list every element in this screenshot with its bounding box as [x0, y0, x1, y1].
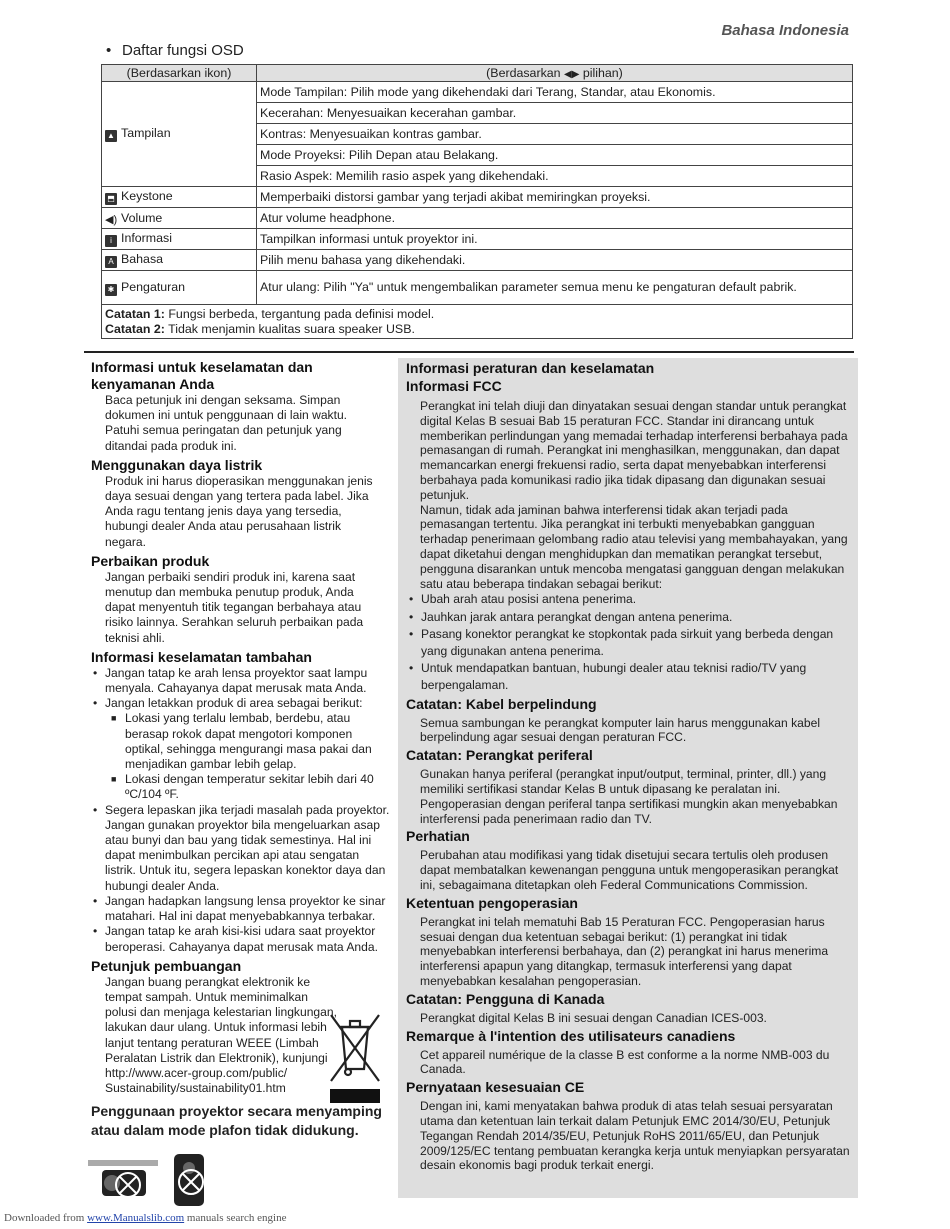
note1-text: Fungsi berbeda, tergantung pada definisi model. [168, 306, 435, 321]
sub-list-item: ■ Lokasi dengan temperatur sekitar lebih dari 40 ºC/104 ºF. [105, 772, 391, 802]
table-cell: Mode Proyeksi: Pilih Depan atau Belakang. [257, 145, 853, 166]
display-label: Tampilan [121, 126, 171, 140]
manualslib-link[interactable]: www.Manualslib.com [87, 1212, 185, 1224]
gear-icon: ✱ [105, 284, 117, 296]
table-row [102, 250, 853, 271]
french-canada-heading: Remarque à l'intention des utilisateurs canadiens [406, 1027, 736, 1044]
table-cell: Mode Tampilan: Pilih mode yang dikehendaki dari Terang, Standar, atau Ekonomis. [257, 82, 853, 103]
table-cell: Kecerahan: Menyesuaikan kecerahan gambar. [257, 103, 853, 124]
operation-text: Perangkat ini telah mematuhi Bab 15 Peraturan FCC. Pengoperasian harus sesuai dengan dua ketentuan sebagai berikut: (1) perangkat ini tidak menyebabkan interferensi berbahaya, dan (2) perangkat ini harus menerima interferensi apapun yang ditangkap, termasuk interferensi yang dapat menyebabkan kesalahan pengoperasian. [420, 914, 829, 988]
list-item: • Jangan hadapkan langsung lensa proyektor ke sinar matahari. Hal ini dapat menyebabkannya terbakar. [91, 894, 391, 924]
note2-text: Tidak menjamin kualitas suara speaker USB. [168, 321, 415, 336]
canada-heading: Catatan: Pengguna di Kanada [406, 990, 605, 1007]
list-item: • Ubah arah atau posisi antena penerima. [407, 591, 850, 608]
table-row [102, 82, 853, 103]
display-label-cell [102, 82, 257, 187]
safety-heading: Informasi untuk keselamatan dan kenyamanan Anda [91, 359, 313, 392]
canada-text: Perangkat digital Kelas B ini sesuai dengan Canadian ICES-003. [420, 1010, 767, 1025]
bullet: • [106, 42, 112, 59]
speaker-icon: ◀) [105, 213, 118, 226]
shielded-cable-heading: Catatan: Kabel berpelindung [406, 695, 597, 712]
info-label: Informasi [121, 231, 172, 245]
settings-label: Pengaturan [121, 279, 186, 294]
table-header-row [102, 65, 853, 82]
orientation-warning: Penggunaan proyektor secara menyamping atau dalam mode plafon tidak didukung. [91, 1103, 382, 1139]
column-header-selection [257, 65, 853, 82]
extra-safety-heading: Informasi keselamatan tambahan [91, 648, 312, 665]
list-item: • Segera lepaskan jika terjadi masalah pada proyektor. Jangan gunakan proyektor bila mengeluarkan asap atau bunyi dan bau yang tidak semestinya. Hal ini dapat menimbulkan percikan api atau sengatan listrik. Untuk itu, segera lepaskan konektor daya dan hubungi dealer Anda. [91, 803, 391, 894]
regulatory-heading: Informasi peraturan dan keselamatan [406, 360, 655, 376]
table-cell: Rasio Aspek: Memilih rasio aspek yang dikehendaki. [257, 166, 853, 187]
list-item: • Jangan tatap ke arah kisi-kisi udara saat proyektor beroperasi. Cahayanya dapat merusak mata Anda. [91, 924, 391, 954]
table-cell: Pilih menu bahasa yang dikehendaki. [257, 250, 853, 271]
notes-cell [102, 305, 853, 339]
sub-list [105, 711, 391, 802]
left-right-arrows-icon: ◀▶ [564, 69, 580, 80]
list-item: • Jauhkan jarak antara perangkat dengan antena penerima. [407, 609, 850, 626]
note2-label: Catatan 2: [105, 321, 165, 336]
download-footer [4, 1212, 286, 1224]
settings-label-cell [102, 271, 257, 305]
table-cell: Atur volume headphone. [257, 208, 853, 229]
notes-row [102, 305, 853, 339]
peripheral-heading: Catatan: Perangkat periferal [406, 747, 593, 764]
keystone-label: Keystone [121, 189, 173, 203]
osd-section-title [106, 42, 244, 59]
list-item-text: Jangan letakkan produk di area sebagai berikut: [105, 696, 363, 711]
ce-heading: Pernyataan kesesuaian CE [406, 1079, 585, 1096]
repair-heading: Perbaikan produk [91, 552, 210, 569]
volume-label-cell [102, 208, 257, 229]
power-text: Produk ini harus dioperasikan menggunakan jenis daya sesuai dengan yang tertera pada label. Jika Anda ragu tentang jenis daya yang tersedia, hubungi dealer Anda atau perusahaan listrik negara. [105, 473, 373, 549]
page-language-header: Bahasa Indonesia [721, 22, 849, 39]
list-item: • Pasang konektor perangkat ke stopkontak pada sirkuit yang berbeda dengan yang digunakan antena penerima. [407, 626, 850, 660]
info-icon: i [105, 235, 117, 247]
column-header-icon: (Berdasarkan ikon) [102, 65, 257, 82]
osd-function-table [101, 64, 853, 339]
extra-safety-list [91, 666, 391, 955]
operation-heading: Ketentuan pengoperasian [406, 894, 578, 911]
table-row [102, 187, 853, 208]
ce-text: Dengan ini, kami menyatakan bahwa produk di atas telah sesuai persyaratan utama dan ketentuan lain terkait dalam Petunjuk EMC 2014/30/EU, Petunjuk Tegangan Rendah 2014/35/EU, Petunjuk RoHS 2011/65/EU, dan Petunjuk 2009/125/EC tentang pembuatan kerangka kerja untuk menyiapkan persyaratan desain ekonomis bagi produk terkait energi. [420, 1099, 850, 1173]
footer-suffix: manuals search engine [186, 1212, 287, 1224]
fcc-text-2: Namun, tidak ada jaminan bahwa interferensi tidak akan terjadi pada pemasangan tertentu. Jika perangkat ini terbukti menyebabkan gangguan terhadap penerimaan gelombang radio atau televisi yang membahayakan, yang dapat diketahui dengan menghidupkan dan mematikan perangkat tersebut, pengguna disarankan untuk mencoba mengatasi gangguan dengan melakukan satu atau beberapa tindakan sebagai berikut: [420, 502, 848, 591]
info-label-cell [102, 229, 257, 250]
caution-heading: Perhatian [406, 828, 470, 845]
keystone-icon: ⬒ [105, 193, 117, 205]
column-header-suffix: pilihan) [582, 66, 623, 80]
french-canada-text: Cet appareil numérique de la classe B est conforme a la norme NMB-003 du Canada. [420, 1047, 830, 1077]
projector-orientation-image [88, 1152, 228, 1208]
footer-prefix: Downloaded from [4, 1212, 85, 1224]
right-column [398, 358, 858, 1198]
volume-label: Volume [121, 210, 163, 225]
safety-text: Baca petunjuk ini dengan seksama. Simpan dokumen ini untuk penggunaan di lain waktu. Patuhi semua peringatan dan petunjuk yang ditandai pada produk ini. [105, 393, 348, 453]
language-label-cell [102, 250, 257, 271]
power-heading: Menggunakan daya listrik [91, 456, 263, 473]
keystone-label-cell [102, 187, 257, 208]
language-label: Bahasa [121, 252, 164, 266]
shielded-cable-text: Semua sambungan ke perangkat komputer lain harus menggunakan kabel berpelindung agar sesuai dengan peraturan FCC. [420, 715, 821, 745]
osd-title-text: Daftar fungsi OSD [122, 42, 244, 59]
weee-crossed-bin-icon [328, 1011, 382, 1105]
table-row [102, 229, 853, 250]
fcc-heading: Informasi FCC [406, 378, 502, 394]
disposal-heading: Petunjuk pembuangan [91, 957, 242, 974]
column-header-prefix: (Berdasarkan [486, 66, 561, 80]
peripheral-text: Gunakan hanya periferal (perangkat input/output, terminal, printer, dll.) yang memiliki sertifikasi standar Kelas B untuk dipasang ke peralatan ini. Pengoperasian dengan periferal tanpa sertifikasi mungkin akan menyebabkan interferensi pada penerimaan radio dan TV. [420, 767, 838, 826]
list-item: • Untuk mendapatkan bantuan, hubungi dealer atau teknisi radio/TV yang berpengalaman. [407, 660, 850, 694]
note1-label: Catatan 1: [105, 306, 165, 321]
disposal-text: Jangan buang perangkat elektronik ke tempat sampah. Untuk meminimalkan polusi dan menjaga kelestarian lingkungan, lakukan daur ulang. Untuk informasi lebih lanjut tentang peraturan WEEE (Limbah Peralatan Listrik dan Elektronik), kunjungi http://www.acer-group.com/public/ Sustainability/sustainability01.htm [105, 974, 337, 1096]
fcc-measures-list [407, 591, 850, 694]
table-cell: Kontras: Menyesuaikan kontras gambar. [257, 124, 853, 145]
table-cell: Memperbaiki distorsi gambar yang terjadi akibat memiringkan proyeksi. [257, 187, 853, 208]
list-item: • Jangan tatap ke arah lensa proyektor saat lampu menyala. Cahayanya dapat merusak mata Anda. [91, 666, 391, 696]
sub-list-item: ■ Lokasi yang terlalu lembab, berdebu, atau berasap rokok dapat mengotori komponen optikal, sehingga mengurangi masa pakai dan menjadikan gambar lebih gelap. [105, 711, 391, 772]
table-cell: Atur ulang: Pilih "Ya" untuk mengembalikan parameter semua menu ke pengaturan default pabrik. [257, 271, 853, 305]
fcc-text: Perangkat ini telah diuji dan dinyatakan sesuai dengan standar untuk perangkat digital Kelas B sesuai Bab 15 peraturan FCC. Standar ini dirancang untuk memberikan perlindungan yang memadai terhadap interferensi berbahaya pada pemasangan di rumah. Perangkat ini menghasilkan, menggunakan, dan dapat memancarkan energi frekuensi radio, serta dapat menyebabkan interferensi berbahaya pada komunikasi radio jika tidak dipasang dan digunakan sesuai petunjuk. [420, 399, 848, 502]
table-row [102, 208, 853, 229]
image-icon: ▲ [105, 130, 117, 142]
section-divider [84, 351, 854, 353]
table-row [102, 271, 853, 305]
repair-text: Jangan perbaiki sendiri produk ini, karena saat menutup dan membuka penutup produk, Anda dapat menyentuh titik tegangan berbahaya atau risiko lainnya. Serahkan seluruh perbaikan pada teknisi ahli. [105, 569, 364, 645]
caution-text: Perubahan atau modifikasi yang tidak disetujui secara tertulis oleh produsen dapat membatalkan kewenangan pengguna untuk mengoperasikan perangkat ini, sebagaimana ditetapkan oleh Federal Communications Commission. [420, 848, 839, 892]
list-item [91, 696, 391, 802]
table-cell: Tampilkan informasi untuk proyektor ini. [257, 229, 853, 250]
language-icon: A [105, 256, 117, 268]
